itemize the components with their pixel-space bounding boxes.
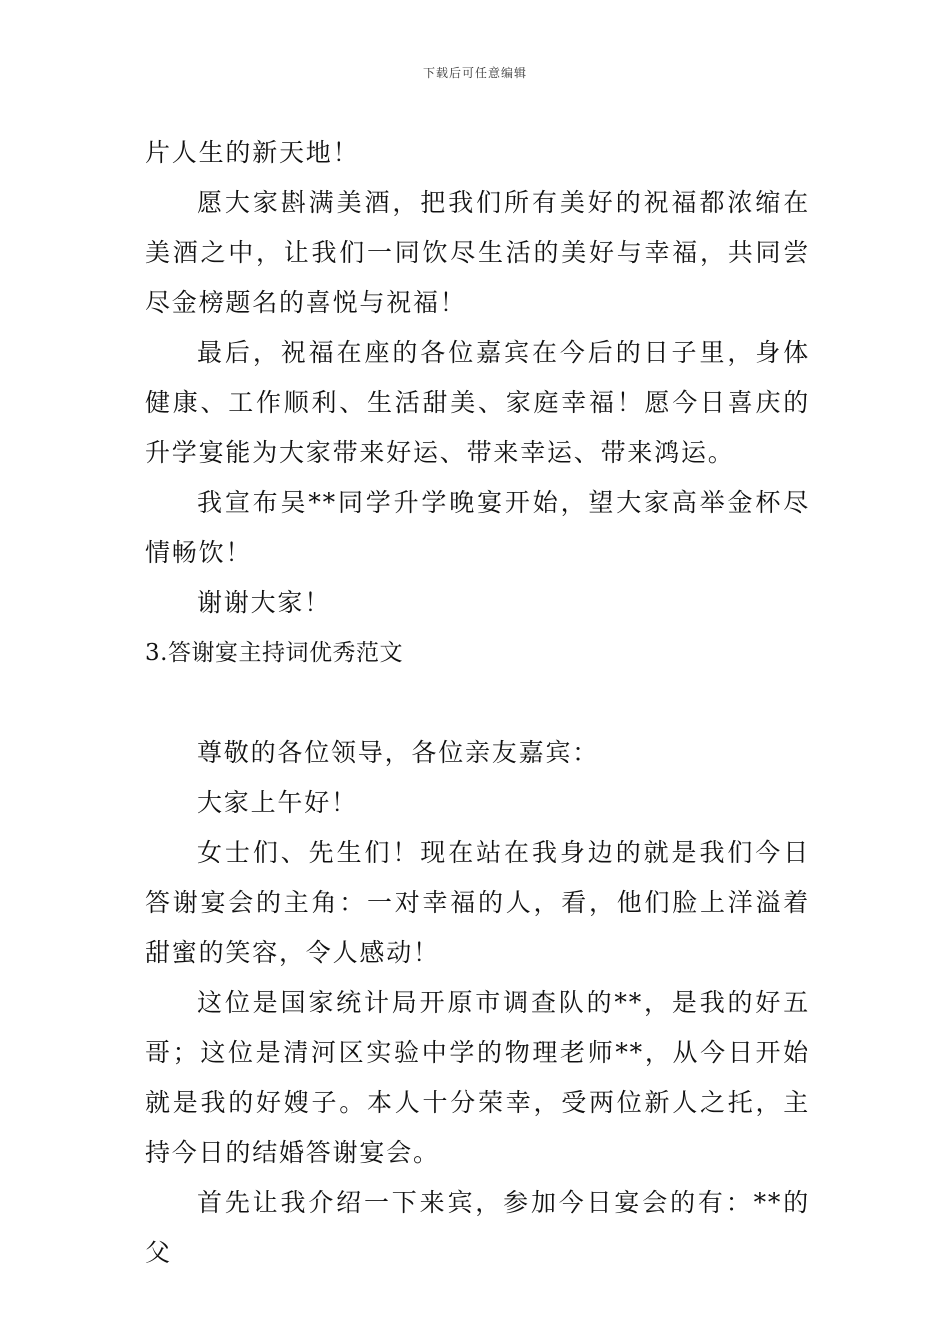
paragraph: 谢谢大家！ [197, 588, 332, 617]
paragraph: 大家上午好！ [197, 788, 358, 817]
document-body [145, 128, 810, 1278]
page-header: 下载后可任意编辑 [422, 66, 527, 80]
blank-line [145, 678, 810, 728]
paragraph: 片人生的新天地！ [145, 138, 360, 167]
section-heading: 3.答谢宴主持词优秀范文 [145, 640, 403, 666]
paragraph: 我宣布吴**同学升学晚宴开始，望大家高举金杯尽情畅饮！ [145, 488, 810, 567]
paragraph: 女士们、先生们！现在站在我身边的就是我们今日答谢宴会的主角：一对幸福的人，看，他们脸上洋溢着甜蜜的笑容，令人感动！ [145, 838, 810, 967]
paragraph: 这位是国家统计局开原市调查队的**，是我的好五哥；这位是清河区实验中学的物理老师**，从今日开始就是我的好嫂子。本人十分荣幸，受两位新人之托，主持今日的结婚答谢宴会。 [145, 988, 810, 1167]
paragraph: 愿大家斟满美酒，把我们所有美好的祝福都浓缩在美酒之中，让我们一同饮尽生活的美好与幸福，共同尝尽金榜题名的喜悦与祝福！ [145, 188, 810, 317]
paragraph: 首先让我介绍一下来宾，参加今日宴会的有：**的父 [145, 1188, 810, 1267]
paragraph: 最后，祝福在座的各位嘉宾在今后的日子里，身体健康、工作顺利、生活甜美、家庭幸福！愿今日喜庆的升学宴能为大家带来好运、带来幸运、带来鸿运。 [145, 338, 810, 467]
paragraph: 尊敬的各位领导，各位亲友嘉宾： [197, 738, 600, 767]
